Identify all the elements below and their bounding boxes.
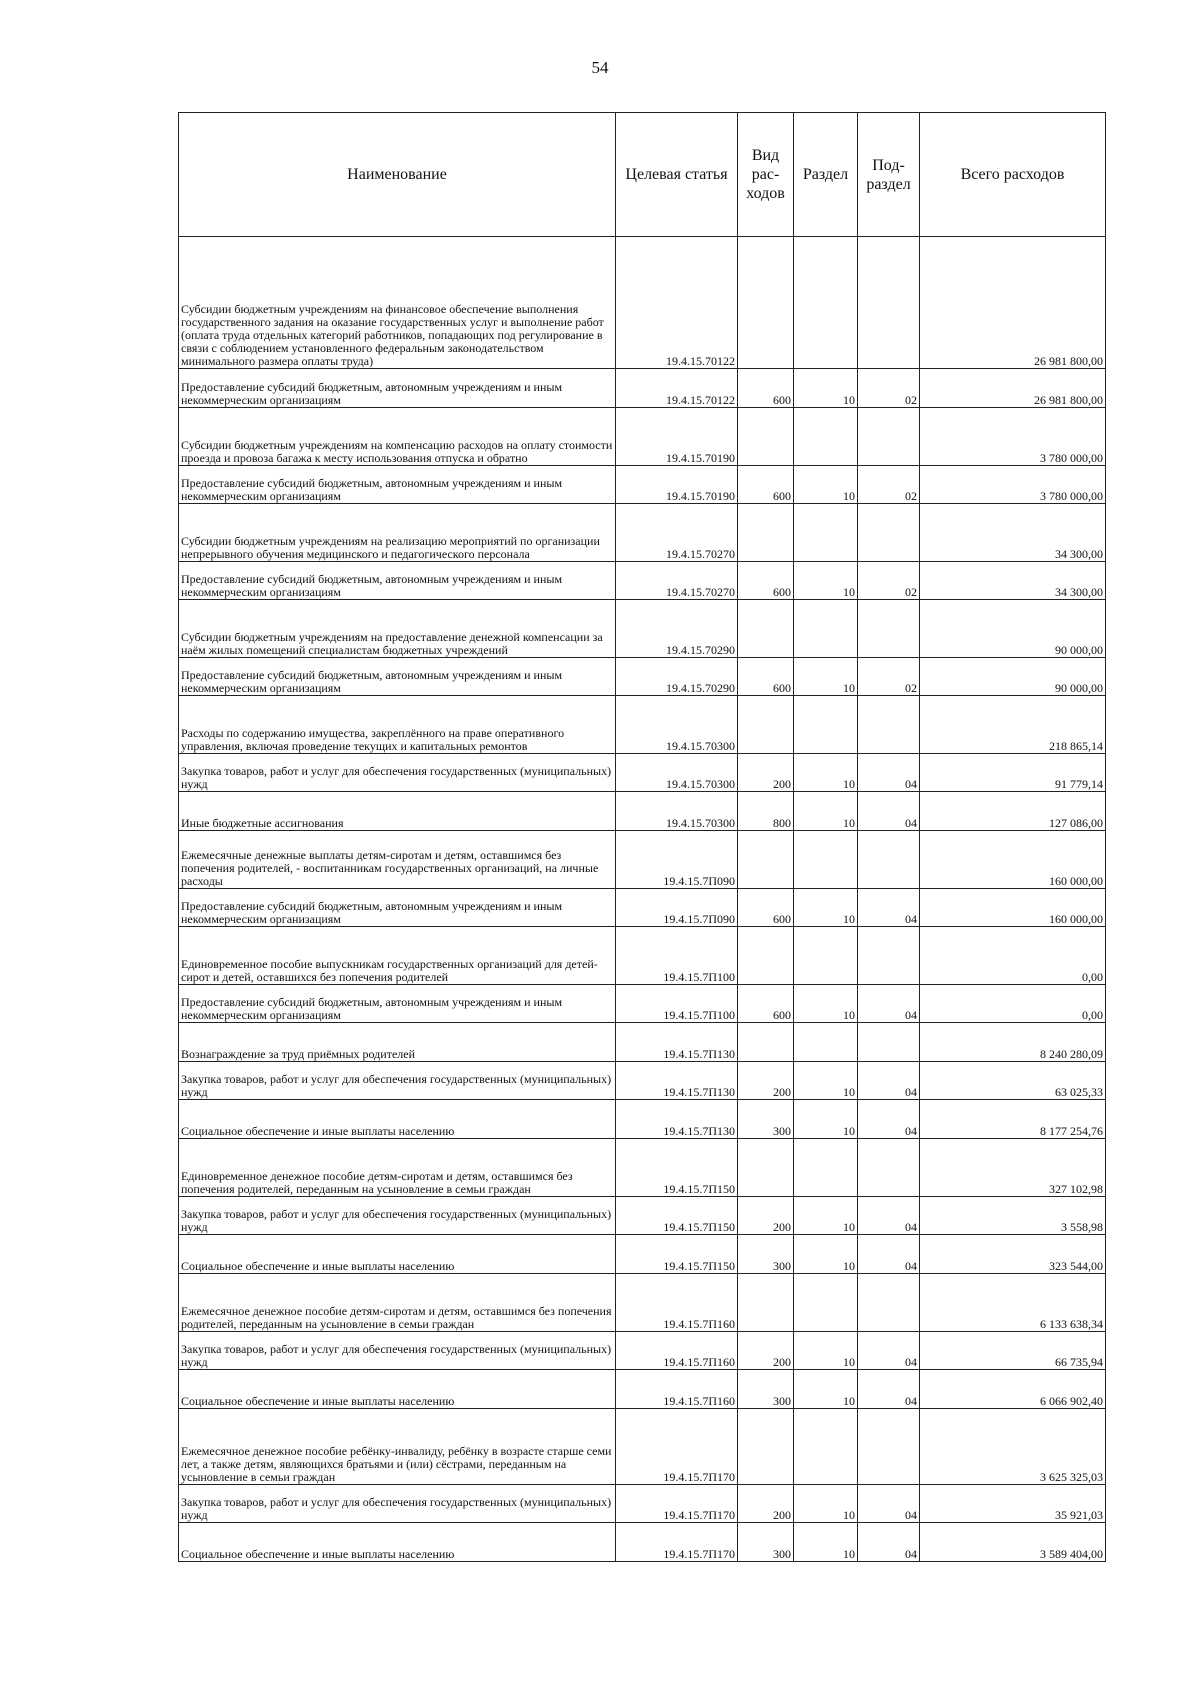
table-row — [179, 1197, 1106, 1235]
header-total: Всего расходов — [920, 113, 1106, 237]
row-name-cell: Субсидии бюджетным учреждениям на реализацию мероприятий по организации непрерывного обучения медицинского и педагогического персонала — [179, 504, 616, 562]
row-target-article-cell: 19.4.15.7П090 — [616, 831, 738, 889]
row-name-cell: Ежемесячные денежные выплаты детям-сиротам и детям, оставшимся без попечения родителей, - воспитанникам государственных организаций, на личные расходы — [179, 831, 616, 889]
row-target-article-cell: 19.4.15.70122 — [616, 237, 738, 369]
table-header-row — [179, 113, 1106, 237]
row-target-article-cell: 19.4.15.7П100 — [616, 927, 738, 985]
row-subsection-cell — [858, 1139, 920, 1197]
row-section-cell: 10 — [794, 792, 858, 831]
row-expense-type-cell — [738, 504, 794, 562]
table-row — [179, 600, 1106, 658]
row-name-cell: Субсидии бюджетным учреждениям на финансовое обеспечение выполнения государственного задания на оказание государственных услуг и выполнение работ (оплата труда отдельных категорий работников, попадающих под регулирование в связи с соблюдением установленного федеральным законодательством минимального размера оплаты труда) — [179, 237, 616, 369]
row-subsection-cell: 02 — [858, 562, 920, 600]
row-expense-type-cell: 200 — [738, 754, 794, 792]
table-row — [179, 562, 1106, 600]
header-target-article: Целевая статья — [616, 113, 738, 237]
row-total-cell: 160 000,00 — [920, 831, 1106, 889]
table-row — [179, 1370, 1106, 1409]
row-name-cell: Предоставление субсидий бюджетным, автономным учреждениям и иным некоммерческим организациям — [179, 985, 616, 1023]
table-row — [179, 408, 1106, 466]
row-target-article-cell: 19.4.15.7П170 — [616, 1523, 738, 1562]
table-row — [179, 1409, 1106, 1485]
row-subsection-cell: 04 — [858, 1235, 920, 1274]
row-expense-type-cell — [738, 237, 794, 369]
row-section-cell — [794, 1023, 858, 1062]
budget-table — [178, 112, 1106, 1562]
header-expense-type: Вид рас-ходов — [738, 113, 794, 237]
row-subsection-cell — [858, 696, 920, 754]
row-total-cell: 26 981 800,00 — [920, 369, 1106, 408]
row-subsection-cell: 04 — [858, 792, 920, 831]
row-target-article-cell: 19.4.15.7П170 — [616, 1485, 738, 1523]
row-section-cell: 10 — [794, 1523, 858, 1562]
row-name-cell: Предоставление субсидий бюджетным, автономным учреждениям и иным некоммерческим организациям — [179, 369, 616, 408]
row-expense-type-cell: 800 — [738, 792, 794, 831]
row-subsection-cell — [858, 927, 920, 985]
row-target-article-cell: 19.4.15.7П150 — [616, 1235, 738, 1274]
table-row — [179, 696, 1106, 754]
row-name-cell: Закупка товаров, работ и услуг для обеспечения государственных (муниципальных) нужд — [179, 1332, 616, 1370]
row-expense-type-cell: 300 — [738, 1523, 794, 1562]
row-expense-type-cell: 600 — [738, 466, 794, 504]
row-name-cell: Ежемесячное денежное пособие ребёнку-инвалиду, ребёнку в возрасте старше семи лет, а также детям, являющихся братьями и (или) сёстрами, переданным на усыновление в семьи граждан — [179, 1409, 616, 1485]
row-section-cell: 10 — [794, 562, 858, 600]
row-subsection-cell: 02 — [858, 466, 920, 504]
row-expense-type-cell — [738, 600, 794, 658]
row-name-cell: Субсидии бюджетным учреждениям на компенсацию расходов на оплату стоимости проезда и провоза багажа к месту использования отпуска и обратно — [179, 408, 616, 466]
row-expense-type-cell: 300 — [738, 1235, 794, 1274]
table-row — [179, 792, 1106, 831]
row-total-cell: 8 177 254,76 — [920, 1100, 1106, 1139]
row-total-cell: 3 558,98 — [920, 1197, 1106, 1235]
row-subsection-cell — [858, 408, 920, 466]
row-subsection-cell: 04 — [858, 1062, 920, 1100]
table-row — [179, 1274, 1106, 1332]
row-target-article-cell: 19.4.15.70300 — [616, 696, 738, 754]
row-name-cell: Предоставление субсидий бюджетным, автономным учреждениям и иным некоммерческим организациям — [179, 889, 616, 927]
row-subsection-cell: 04 — [858, 1370, 920, 1409]
table-row — [179, 1062, 1106, 1100]
row-subsection-cell — [858, 600, 920, 658]
row-total-cell: 6 066 902,40 — [920, 1370, 1106, 1409]
row-target-article-cell: 19.4.15.7П160 — [616, 1332, 738, 1370]
row-subsection-cell: 04 — [858, 1523, 920, 1562]
table-body — [179, 237, 1106, 1562]
row-subsection-cell — [858, 831, 920, 889]
row-subsection-cell: 04 — [858, 754, 920, 792]
row-total-cell: 90 000,00 — [920, 658, 1106, 696]
row-subsection-cell: 04 — [858, 1485, 920, 1523]
table-row — [179, 1023, 1106, 1062]
row-target-article-cell: 19.4.15.70190 — [616, 408, 738, 466]
row-target-article-cell: 19.4.15.7П130 — [616, 1023, 738, 1062]
row-subsection-cell — [858, 1409, 920, 1485]
row-total-cell: 26 981 800,00 — [920, 237, 1106, 369]
row-name-cell: Субсидии бюджетным учреждениям на предоставление денежной компенсации за наём жилых помещений специалистам бюджетных учреждений — [179, 600, 616, 658]
row-expense-type-cell: 300 — [738, 1100, 794, 1139]
row-total-cell: 127 086,00 — [920, 792, 1106, 831]
row-section-cell — [794, 504, 858, 562]
row-target-article-cell: 19.4.15.7П170 — [616, 1409, 738, 1485]
table-row — [179, 1332, 1106, 1370]
row-expense-type-cell: 200 — [738, 1197, 794, 1235]
row-name-cell: Иные бюджетные ассигнования — [179, 792, 616, 831]
row-total-cell: 327 102,98 — [920, 1139, 1106, 1197]
row-name-cell: Социальное обеспечение и иные выплаты населению — [179, 1100, 616, 1139]
row-expense-type-cell — [738, 408, 794, 466]
row-total-cell: 34 300,00 — [920, 504, 1106, 562]
table-row — [179, 1523, 1106, 1562]
row-total-cell: 3 780 000,00 — [920, 466, 1106, 504]
table-row — [179, 237, 1106, 369]
row-section-cell: 10 — [794, 1100, 858, 1139]
row-total-cell: 160 000,00 — [920, 889, 1106, 927]
page-number: 54 — [591, 58, 609, 77]
row-expense-type-cell: 600 — [738, 658, 794, 696]
row-expense-type-cell: 200 — [738, 1485, 794, 1523]
row-total-cell: 0,00 — [920, 927, 1106, 985]
row-target-article-cell: 19.4.15.70290 — [616, 600, 738, 658]
row-target-article-cell: 19.4.15.7П150 — [616, 1197, 738, 1235]
row-expense-type-cell: 200 — [738, 1332, 794, 1370]
row-subsection-cell: 04 — [858, 1332, 920, 1370]
row-total-cell: 218 865,14 — [920, 696, 1106, 754]
header-subsection: Под-раздел — [858, 113, 920, 237]
row-section-cell: 10 — [794, 889, 858, 927]
table-row — [179, 985, 1106, 1023]
row-expense-type-cell: 600 — [738, 985, 794, 1023]
row-name-cell: Социальное обеспечение и иные выплаты населению — [179, 1370, 616, 1409]
row-total-cell: 34 300,00 — [920, 562, 1106, 600]
row-subsection-cell: 02 — [858, 658, 920, 696]
table-row — [179, 1139, 1106, 1197]
row-target-article-cell: 19.4.15.7П160 — [616, 1370, 738, 1409]
row-section-cell — [794, 1409, 858, 1485]
row-expense-type-cell — [738, 927, 794, 985]
row-name-cell: Закупка товаров, работ и услуг для обеспечения государственных (муниципальных) нужд — [179, 1485, 616, 1523]
row-section-cell — [794, 237, 858, 369]
row-section-cell: 10 — [794, 1197, 858, 1235]
table-row — [179, 658, 1106, 696]
row-expense-type-cell: 200 — [738, 1062, 794, 1100]
row-target-article-cell: 19.4.15.70270 — [616, 562, 738, 600]
row-name-cell: Закупка товаров, работ и услуг для обеспечения государственных (муниципальных) нужд — [179, 1062, 616, 1100]
table-row — [179, 1100, 1106, 1139]
table-row — [179, 927, 1106, 985]
row-name-cell: Предоставление субсидий бюджетным, автономным учреждениям и иным некоммерческим организациям — [179, 562, 616, 600]
row-subsection-cell: 02 — [858, 369, 920, 408]
row-total-cell: 63 025,33 — [920, 1062, 1106, 1100]
row-subsection-cell — [858, 1274, 920, 1332]
row-name-cell: Единовременное денежное пособие детям-сиротам и детям, оставшимся без попечения родителей, переданным на усыновление в семьи граждан — [179, 1139, 616, 1197]
row-target-article-cell: 19.4.15.70190 — [616, 466, 738, 504]
row-total-cell: 3 589 404,00 — [920, 1523, 1106, 1562]
row-section-cell: 10 — [794, 1235, 858, 1274]
row-expense-type-cell: 600 — [738, 369, 794, 408]
row-name-cell: Предоставление субсидий бюджетным, автономным учреждениям и иным некоммерческим организациям — [179, 466, 616, 504]
table-row — [179, 831, 1106, 889]
row-section-cell — [794, 1139, 858, 1197]
row-total-cell: 8 240 280,09 — [920, 1023, 1106, 1062]
row-subsection-cell: 04 — [858, 889, 920, 927]
row-target-article-cell: 19.4.15.7П130 — [616, 1062, 738, 1100]
row-total-cell: 0,00 — [920, 985, 1106, 1023]
row-name-cell: Социальное обеспечение и иные выплаты населению — [179, 1523, 616, 1562]
row-expense-type-cell — [738, 831, 794, 889]
row-target-article-cell: 19.4.15.70290 — [616, 658, 738, 696]
row-target-article-cell: 19.4.15.7П160 — [616, 1274, 738, 1332]
row-section-cell — [794, 831, 858, 889]
row-expense-type-cell — [738, 1409, 794, 1485]
row-total-cell: 90 000,00 — [920, 600, 1106, 658]
row-total-cell: 35 921,03 — [920, 1485, 1106, 1523]
row-section-cell: 10 — [794, 985, 858, 1023]
row-expense-type-cell — [738, 1023, 794, 1062]
row-section-cell — [794, 696, 858, 754]
table-row — [179, 889, 1106, 927]
row-section-cell: 10 — [794, 658, 858, 696]
row-section-cell: 10 — [794, 466, 858, 504]
row-total-cell: 3 780 000,00 — [920, 408, 1106, 466]
row-total-cell: 91 779,14 — [920, 754, 1106, 792]
row-section-cell: 10 — [794, 1485, 858, 1523]
row-subsection-cell: 04 — [858, 985, 920, 1023]
row-target-article-cell: 19.4.15.70300 — [616, 754, 738, 792]
row-target-article-cell: 19.4.15.70270 — [616, 504, 738, 562]
table-row — [179, 1485, 1106, 1523]
row-total-cell: 3 625 325,03 — [920, 1409, 1106, 1485]
row-target-article-cell: 19.4.15.70300 — [616, 792, 738, 831]
table-row — [179, 504, 1106, 562]
table-row — [179, 466, 1106, 504]
row-section-cell — [794, 600, 858, 658]
row-name-cell: Ежемесячное денежное пособие детям-сиротам и детям, оставшимся без попечения родителей, переданным на усыновление в семьи граждан — [179, 1274, 616, 1332]
row-target-article-cell: 19.4.15.7П150 — [616, 1139, 738, 1197]
row-expense-type-cell — [738, 696, 794, 754]
row-subsection-cell — [858, 237, 920, 369]
row-section-cell: 10 — [794, 369, 858, 408]
header-section: Раздел — [794, 113, 858, 237]
row-name-cell: Закупка товаров, работ и услуг для обеспечения государственных (муниципальных) нужд — [179, 1197, 616, 1235]
row-subsection-cell: 04 — [858, 1100, 920, 1139]
row-target-article-cell: 19.4.15.7П090 — [616, 889, 738, 927]
row-expense-type-cell: 300 — [738, 1370, 794, 1409]
row-subsection-cell — [858, 504, 920, 562]
table-row — [179, 754, 1106, 792]
row-name-cell: Расходы по содержанию имущества, закреплённого на праве оперативного управления, включая проведение текущих и капитальных ремонтов — [179, 696, 616, 754]
row-subsection-cell — [858, 1023, 920, 1062]
row-name-cell: Единовременное пособие выпускникам государственных организаций для детей-сирот и детей, оставшихся без попечения родителей — [179, 927, 616, 985]
row-expense-type-cell: 600 — [738, 562, 794, 600]
row-name-cell: Предоставление субсидий бюджетным, автономным учреждениям и иным некоммерческим организациям — [179, 658, 616, 696]
row-expense-type-cell: 600 — [738, 889, 794, 927]
row-section-cell — [794, 408, 858, 466]
row-target-article-cell: 19.4.15.70122 — [616, 369, 738, 408]
row-name-cell: Вознаграждение за труд приёмных родителей — [179, 1023, 616, 1062]
row-expense-type-cell — [738, 1139, 794, 1197]
row-name-cell: Закупка товаров, работ и услуг для обеспечения государственных (муниципальных) нужд — [179, 754, 616, 792]
row-total-cell: 323 544,00 — [920, 1235, 1106, 1274]
row-target-article-cell: 19.4.15.7П100 — [616, 985, 738, 1023]
row-target-article-cell: 19.4.15.7П130 — [616, 1100, 738, 1139]
row-section-cell: 10 — [794, 1332, 858, 1370]
row-section-cell: 10 — [794, 1062, 858, 1100]
row-section-cell: 10 — [794, 1370, 858, 1409]
row-section-cell: 10 — [794, 754, 858, 792]
row-total-cell: 66 735,94 — [920, 1332, 1106, 1370]
table-row — [179, 369, 1106, 408]
row-total-cell: 6 133 638,34 — [920, 1274, 1106, 1332]
table-row — [179, 1235, 1106, 1274]
row-section-cell — [794, 927, 858, 985]
row-section-cell — [794, 1274, 858, 1332]
row-subsection-cell: 04 — [858, 1197, 920, 1235]
header-name: Наименование — [179, 113, 616, 237]
row-expense-type-cell — [738, 1274, 794, 1332]
row-name-cell: Социальное обеспечение и иные выплаты населению — [179, 1235, 616, 1274]
